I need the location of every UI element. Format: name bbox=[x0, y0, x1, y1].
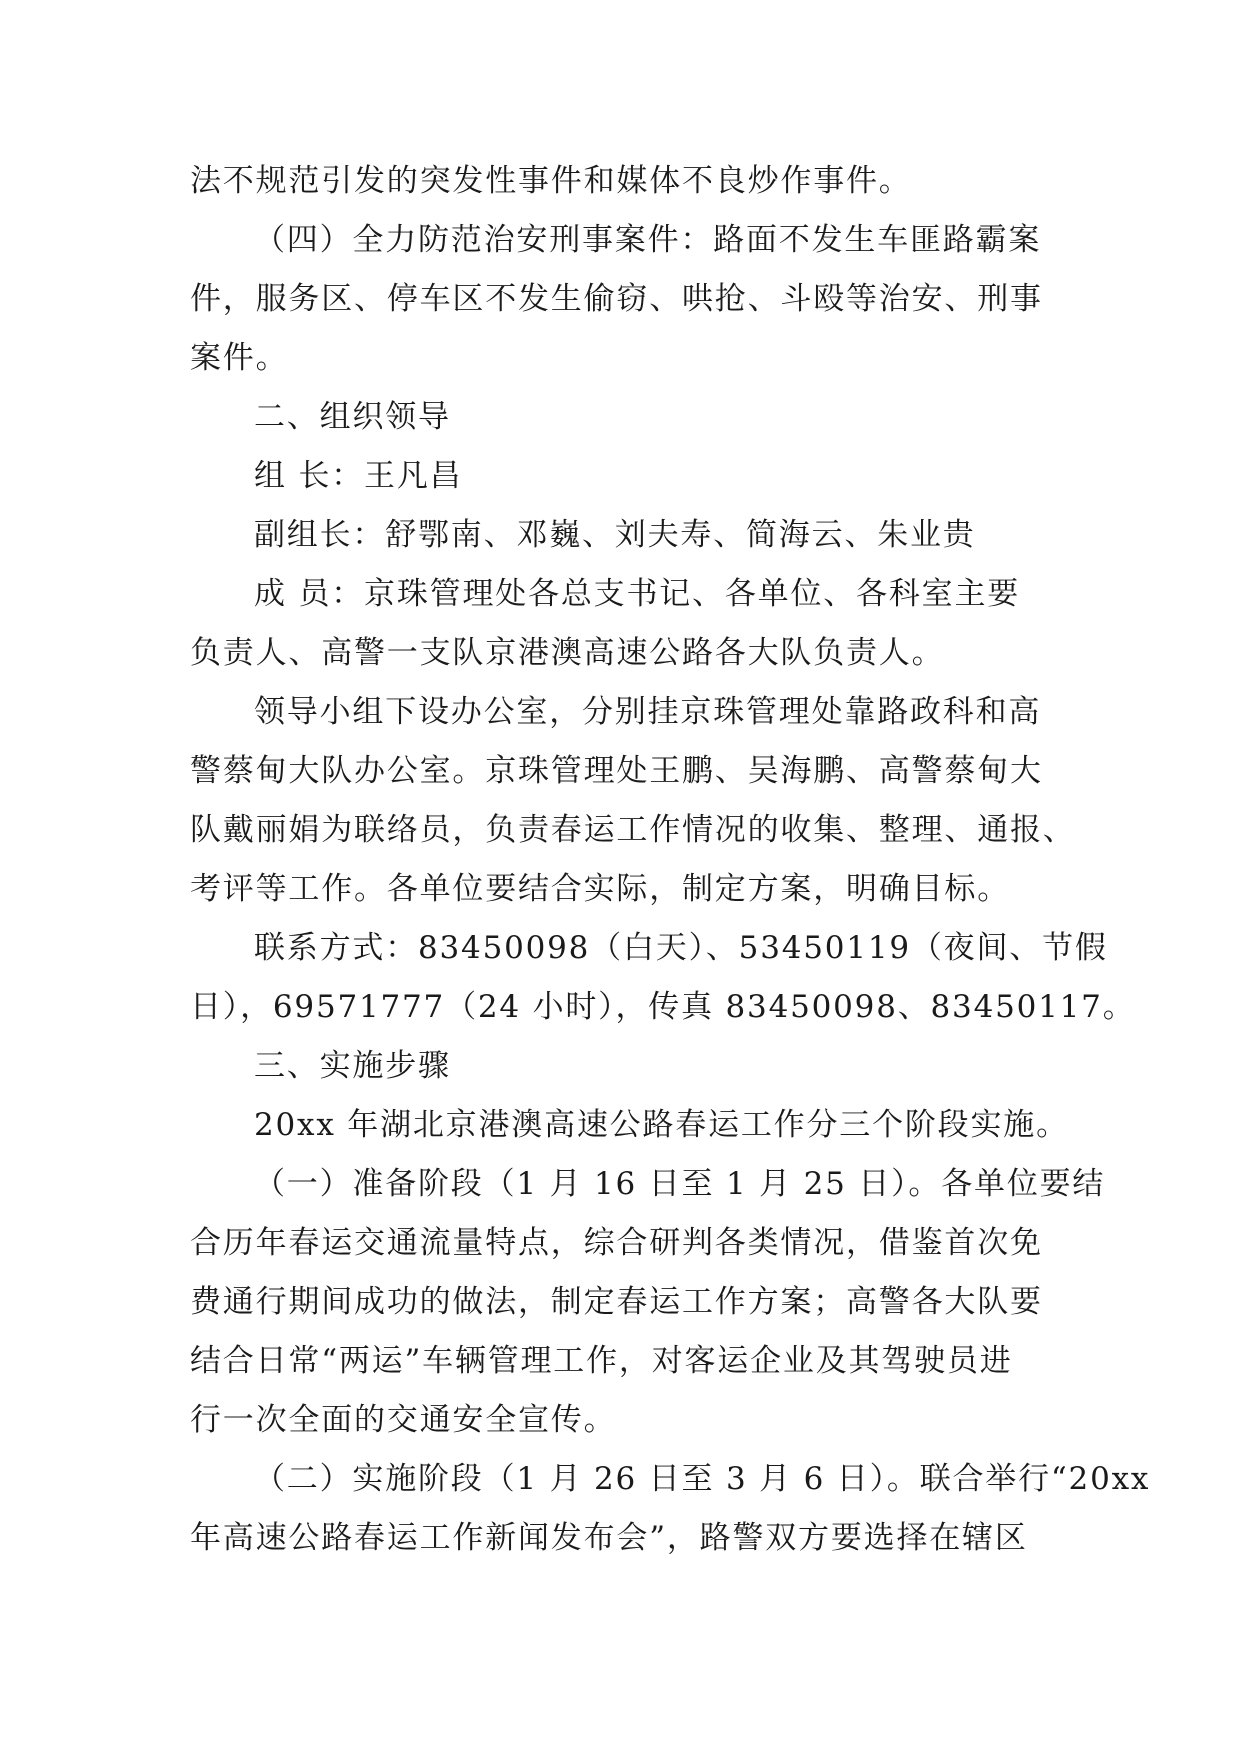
text-line: （一）准备阶段（1 月 16 日至 1 月 25 日）。各单位要结 bbox=[254, 1166, 1106, 1202]
text-line: 法不规范引发的突发性事件和媒体不良炒作事件。 bbox=[190, 163, 912, 199]
text-line: （二）实施阶段（1 月 26 日至 3 月 6 日）。联合举行“20xx bbox=[254, 1461, 1151, 1497]
text-line: 领导小组下设办公室，分别挂京珠管理处靠路政科和高 bbox=[254, 694, 1042, 730]
text-line: 费通行期间成功的做法，制定春运工作方案；高警各大队要 bbox=[190, 1284, 1043, 1320]
text-line: 行一次全面的交通安全宣传。 bbox=[190, 1402, 617, 1438]
text-line: 件，服务区、停车区不发生偷窃、哄抢、斗殴等治安、刑事 bbox=[190, 281, 1043, 317]
text-line: 警蔡甸大队办公室。京珠管理处王鹏、吴海鹏、高警蔡甸大 bbox=[190, 753, 1043, 789]
document-body bbox=[190, 152, 1151, 1568]
text-line: 日），69571777（24 小时），传真 83450098、83450117。 bbox=[190, 989, 1136, 1025]
text-line: 组 长：王凡昌 bbox=[254, 458, 463, 494]
text-line: 负责人、高警一支队京港澳高速公路各大队负责人。 bbox=[190, 635, 945, 671]
text-line: 队戴丽娟为联络员，负责春运工作情况的收集、整理、通报、 bbox=[190, 812, 1076, 848]
text-line: 年高速公路春运工作新闻发布会”，路警双方要选择在辖区 bbox=[190, 1520, 1028, 1556]
text-line: 二、组织领导 bbox=[254, 399, 451, 435]
text-line: 20xx 年湖北京港澳高速公路春运工作分三个阶段实施。 bbox=[254, 1107, 1069, 1143]
text-line: 三、实施步骤 bbox=[254, 1048, 451, 1084]
text-line: 考评等工作。各单位要结合实际，制定方案，明确目标。 bbox=[190, 871, 1010, 907]
text-line: （四）全力防范治安刑事案件：路面不发生车匪路霸案 bbox=[254, 222, 1042, 258]
text-line: 案件。 bbox=[190, 340, 289, 376]
text-line: 联系方式：83450098（白天）、53450119（夜间、节假 bbox=[254, 930, 1108, 966]
text-line: 副组长：舒鄂南、邓巍、刘夫寿、简海云、朱业贵 bbox=[254, 517, 976, 553]
text-line: 合历年春运交通流量特点，综合研判各类情况，借鉴首次免 bbox=[190, 1225, 1043, 1261]
text-line: 成 员：京珠管理处各总支书记、各单位、各科室主要 bbox=[254, 576, 1021, 612]
text-line: 结合日常“两运”车辆管理工作，对客运企业及其驾驶员进 bbox=[190, 1343, 1013, 1379]
